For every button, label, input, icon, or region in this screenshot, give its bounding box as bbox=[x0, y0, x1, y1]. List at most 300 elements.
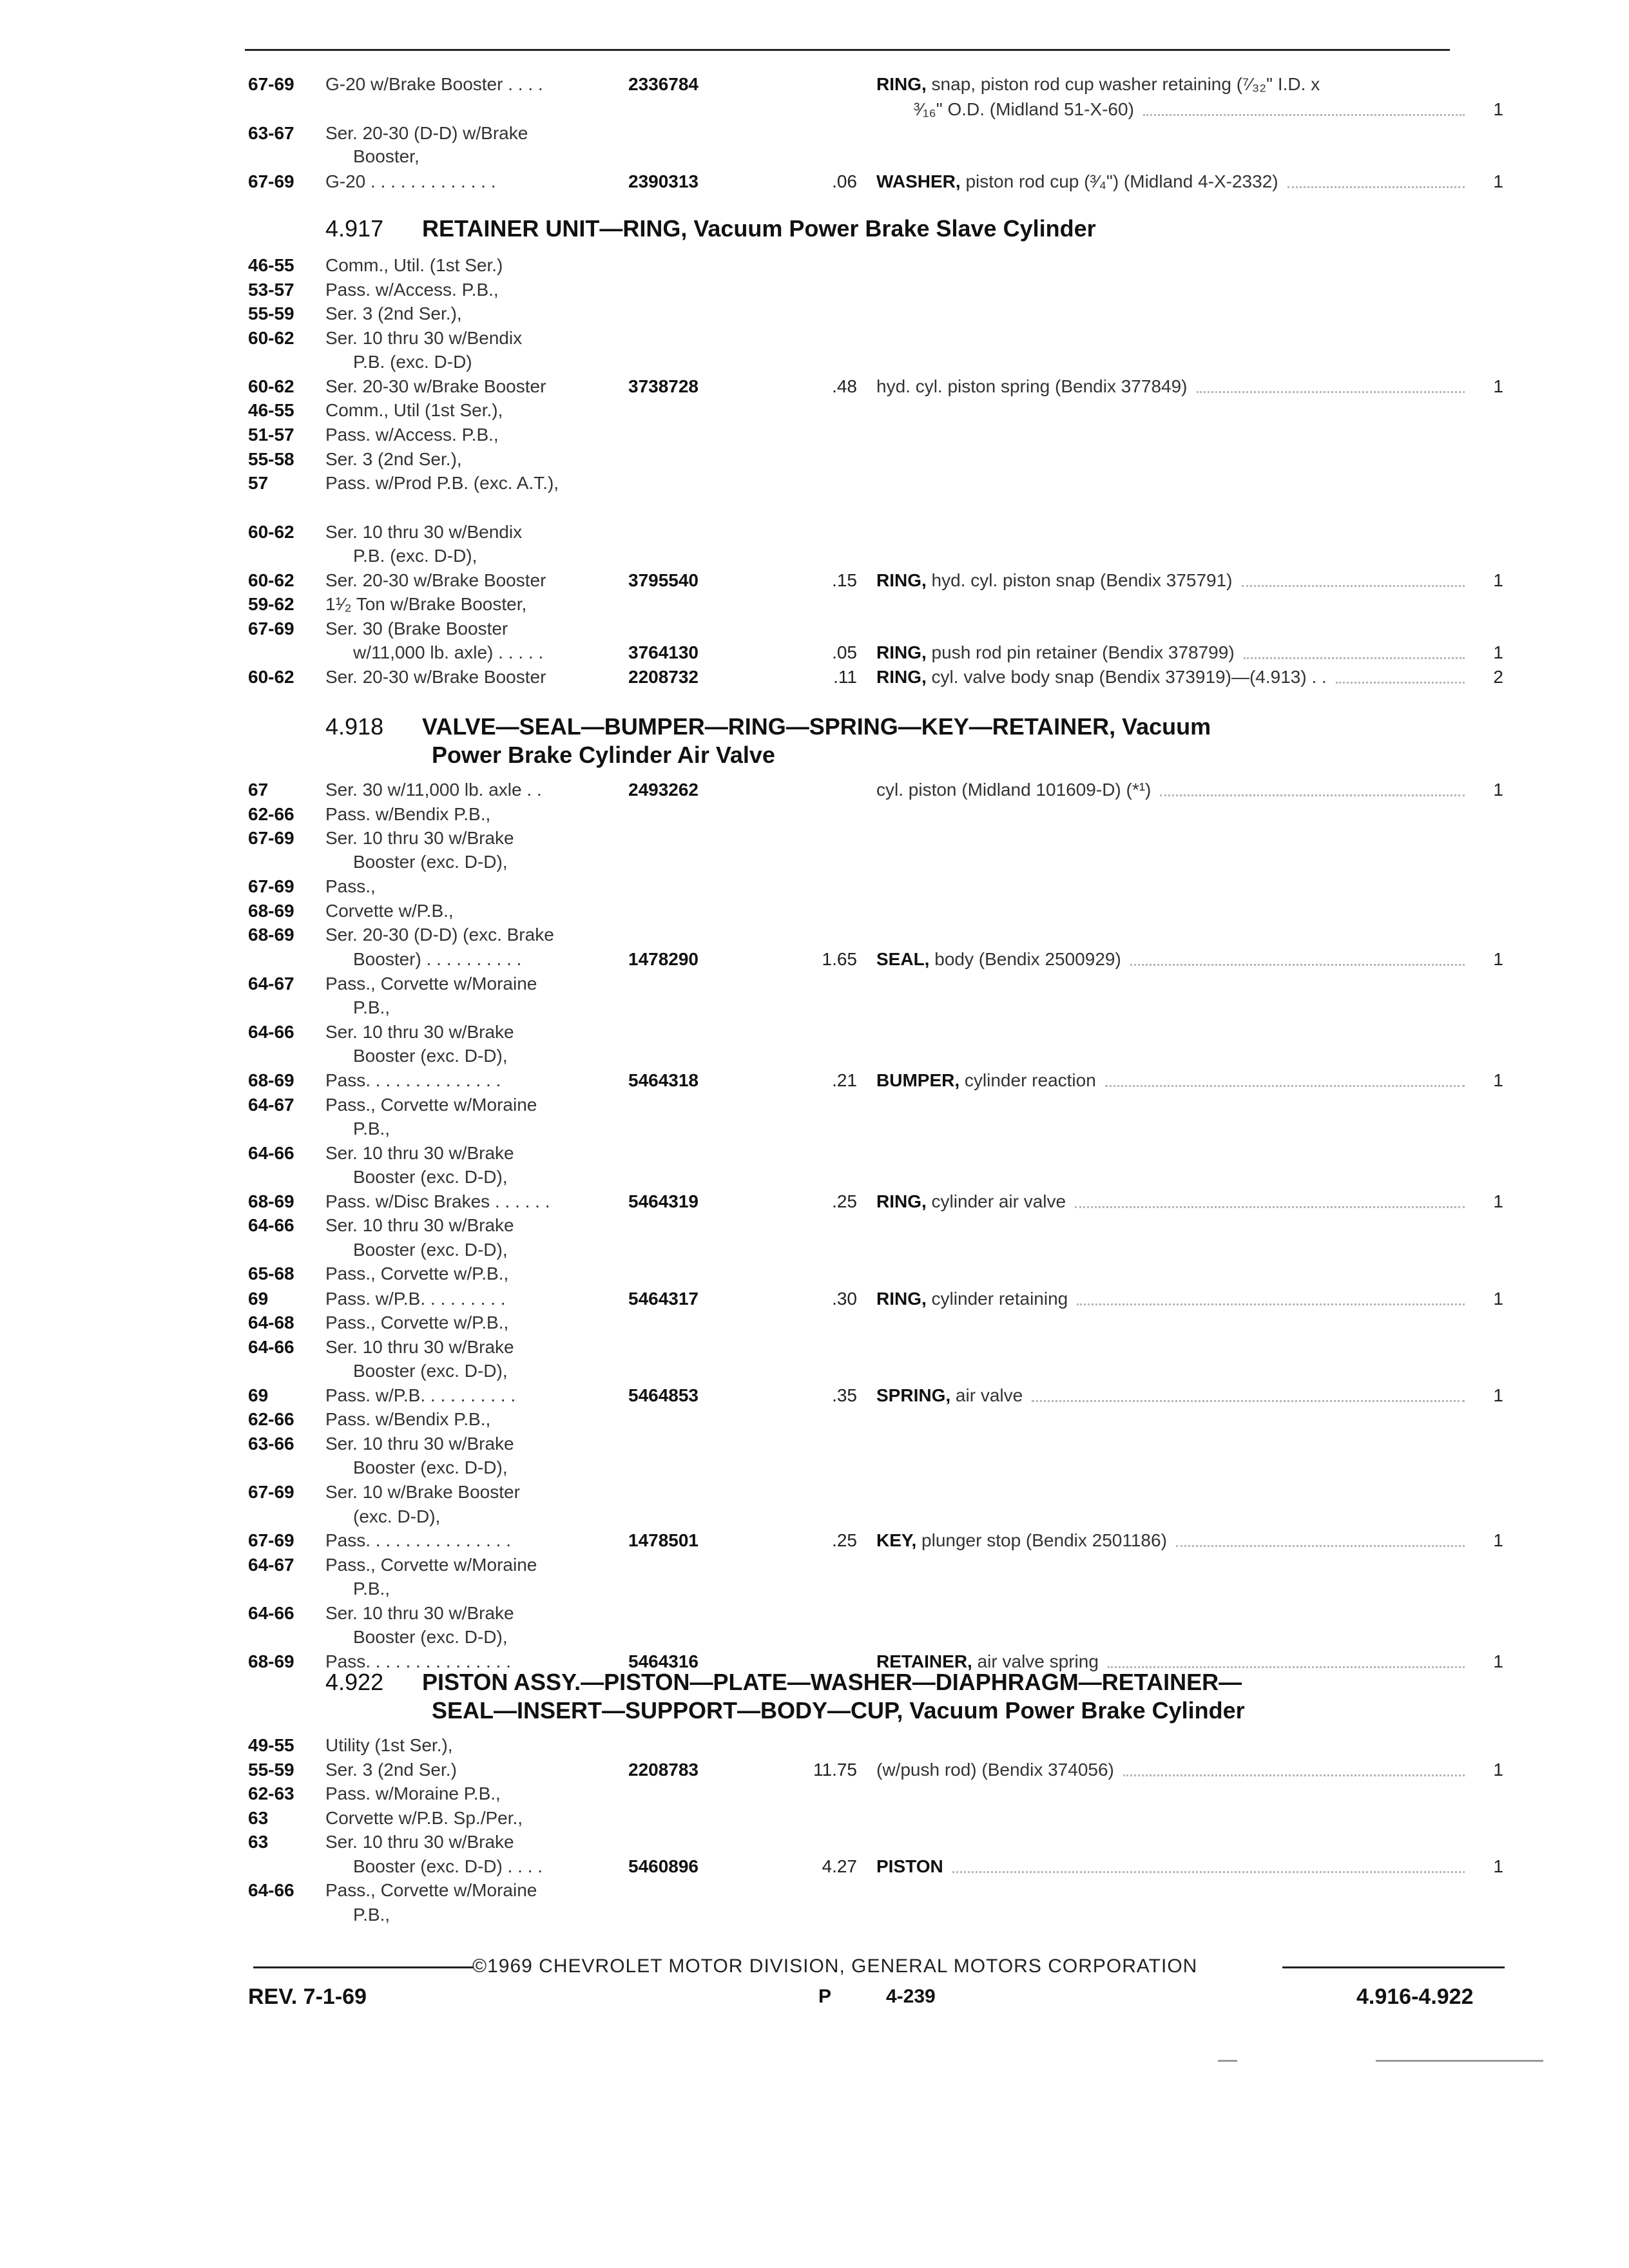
table-row bbox=[0, 1576, 1629, 1602]
application: 1¹⁄₂ Ton w/Brake Booster, bbox=[325, 594, 527, 614]
application: Pass. w/Access. P.B., bbox=[325, 280, 499, 300]
part-number: 5464316 bbox=[628, 1651, 699, 1671]
description-text: cyl. piston (Midland 101609-D) (*¹) bbox=[876, 780, 1152, 800]
table-row bbox=[0, 1358, 1629, 1384]
application: Ser. 10 thru 30 w/Bendix bbox=[325, 328, 523, 348]
footer-rule-right bbox=[1282, 1966, 1505, 1968]
part-name: SPRING, bbox=[876, 1385, 951, 1405]
application: Pass., Corvette w/P.B., bbox=[325, 1264, 509, 1283]
model-years: 53-57 bbox=[248, 280, 294, 300]
table-row bbox=[0, 1878, 1629, 1903]
table-row bbox=[0, 1383, 1629, 1408]
scan-mark bbox=[1218, 2060, 1237, 2062]
table-row bbox=[0, 874, 1629, 899]
section-title: PISTON ASSY.—PISTON—PLATE—WASHER—DIAPHRAGM—RETAINER— bbox=[422, 1669, 1242, 1695]
model-years: 63-67 bbox=[248, 123, 294, 143]
model-years: 67 bbox=[248, 780, 269, 800]
table-row bbox=[0, 1213, 1629, 1238]
part-name: RING, bbox=[876, 1191, 927, 1211]
application: Pass. w/P.B. . . . . . . . . . bbox=[325, 1385, 516, 1405]
part-number: 2208732 bbox=[628, 667, 699, 687]
table-row bbox=[0, 1431, 1629, 1457]
model-years: 64-66 bbox=[248, 1603, 294, 1623]
part-description bbox=[914, 97, 1134, 122]
model-years: 65-68 bbox=[248, 1264, 294, 1283]
application: Pass., Corvette w/Moraine bbox=[325, 1095, 537, 1115]
part-number: 2336784 bbox=[628, 74, 699, 94]
model-years: 69 bbox=[248, 1385, 269, 1405]
dot-leader bbox=[1160, 794, 1465, 796]
part-number: 5460896 bbox=[628, 1856, 699, 1876]
table-row bbox=[0, 325, 1629, 351]
price: .21 bbox=[832, 1070, 857, 1090]
table-row bbox=[0, 253, 1629, 278]
table-row bbox=[0, 1261, 1629, 1287]
dot-leader bbox=[1244, 657, 1465, 659]
application: Pass. w/Bendix P.B., bbox=[325, 1409, 491, 1429]
model-years: 55-59 bbox=[248, 1760, 294, 1780]
section-number: 4.922 bbox=[325, 1669, 384, 1695]
application: Booster) . . . . . . . . . . bbox=[353, 949, 522, 969]
part-name: KEY, bbox=[876, 1530, 917, 1550]
table-row bbox=[0, 995, 1629, 1021]
price: 4.27 bbox=[822, 1856, 857, 1876]
description-text: hyd. cyl. piston snap (Bendix 375791) bbox=[926, 570, 1233, 590]
model-years: 67-69 bbox=[248, 619, 294, 639]
table-row bbox=[0, 1781, 1629, 1807]
dot-leader bbox=[1077, 1303, 1465, 1305]
application: Booster (exc. D-D), bbox=[353, 1627, 508, 1647]
part-number: 3795540 bbox=[628, 570, 699, 590]
application: Pass. w/Prod P.B. (exc. A.T.), bbox=[325, 473, 559, 493]
price: .25 bbox=[832, 1191, 857, 1211]
model-years: 51-57 bbox=[248, 425, 294, 445]
part-description bbox=[876, 169, 1278, 195]
quantity: 1 bbox=[1493, 780, 1503, 800]
application: Comm., Util. (1st Ser.) bbox=[325, 255, 503, 275]
part-number: 2208783 bbox=[628, 1760, 699, 1780]
application: Ser. 20-30 w/Brake Booster bbox=[325, 667, 546, 687]
table-row bbox=[0, 1600, 1629, 1626]
table-row bbox=[0, 1733, 1629, 1758]
dot-leader bbox=[1105, 1085, 1465, 1087]
table-row bbox=[0, 1757, 1629, 1783]
quantity: 1 bbox=[1493, 171, 1503, 191]
application: G-20 . . . . . . . . . . . . . bbox=[325, 171, 496, 191]
dot-leader bbox=[1032, 1400, 1465, 1402]
dot-leader bbox=[1242, 585, 1465, 587]
table-row bbox=[0, 568, 1629, 593]
application: Booster (exc. D-D), bbox=[353, 1240, 508, 1260]
description-text: (w/push rod) (Bendix 374056) bbox=[876, 1760, 1114, 1780]
table-row bbox=[0, 144, 1629, 169]
description-text: plunger stop (Bendix 2501186) bbox=[916, 1530, 1167, 1550]
dot-leader bbox=[1130, 964, 1465, 966]
scan-mark bbox=[1376, 2060, 1543, 2062]
table-row bbox=[0, 1286, 1629, 1312]
model-years: 60-62 bbox=[248, 376, 294, 396]
table-row bbox=[0, 1504, 1629, 1530]
model-years: 67-69 bbox=[248, 828, 294, 848]
table-row bbox=[0, 1189, 1629, 1215]
application: G-20 w/Brake Booster . . . . bbox=[325, 74, 543, 94]
quantity: 1 bbox=[1493, 1856, 1503, 1876]
quantity: 1 bbox=[1493, 1289, 1503, 1309]
part-description bbox=[876, 374, 1188, 399]
table-row bbox=[0, 1140, 1629, 1166]
model-years: 64-66 bbox=[248, 1143, 294, 1163]
table-row bbox=[0, 591, 1629, 617]
part-name: SEAL, bbox=[876, 949, 930, 969]
description-text: ³⁄₁₆" O.D. (Midland 51-X-60) bbox=[914, 99, 1134, 119]
description-text: piston rod cup (³⁄₄") (Midland 4-X-2332) bbox=[960, 171, 1278, 191]
model-years: 68-69 bbox=[248, 1651, 294, 1671]
description-text: air valve bbox=[950, 1385, 1023, 1405]
table-row bbox=[0, 1237, 1629, 1263]
dot-leader bbox=[1143, 114, 1465, 116]
table-row bbox=[0, 422, 1629, 448]
part-number: 5464853 bbox=[628, 1385, 699, 1405]
table-row bbox=[0, 1407, 1629, 1432]
table-row bbox=[0, 1092, 1629, 1118]
dot-leader bbox=[1197, 391, 1465, 393]
table-row bbox=[0, 922, 1629, 948]
application: Ser. 20-30 (D-D) (exc. Brake bbox=[325, 925, 554, 945]
application: Booster (exc. D-D) . . . . bbox=[353, 1856, 543, 1876]
application: Ser. 10 w/Brake Booster bbox=[325, 1482, 520, 1502]
section-number: 4.917 bbox=[325, 215, 384, 242]
description-text: snap, piston rod cup washer retaining (⁷⁄₃₂" I.D. x bbox=[926, 74, 1320, 94]
application: Ser. 3 (2nd Ser.) bbox=[325, 1760, 457, 1780]
table-row bbox=[0, 447, 1629, 472]
application: Corvette w/P.B., bbox=[325, 901, 454, 921]
model-years: 55-59 bbox=[248, 303, 294, 323]
quantity: 1 bbox=[1493, 1760, 1503, 1780]
table-row bbox=[0, 1164, 1629, 1190]
table-row bbox=[0, 1116, 1629, 1142]
table-row bbox=[0, 664, 1629, 690]
part-description bbox=[876, 1286, 1068, 1312]
section-heading bbox=[325, 713, 1211, 768]
application: Ser. 10 thru 30 w/Brake bbox=[325, 1143, 514, 1163]
part-number: 3738728 bbox=[628, 376, 699, 396]
table-row bbox=[0, 849, 1629, 875]
dot-leader bbox=[1123, 1774, 1465, 1776]
table-row bbox=[0, 1805, 1629, 1831]
table-row bbox=[0, 97, 1629, 122]
description-text: push rod pin retainer (Bendix 378799) bbox=[926, 642, 1235, 662]
application: Ser. 30 (Brake Booster bbox=[325, 619, 508, 639]
table-row bbox=[0, 543, 1629, 569]
part-description bbox=[876, 664, 1327, 690]
revision-date: REV. 7-1-69 bbox=[248, 1984, 367, 2009]
model-years: 63-66 bbox=[248, 1434, 294, 1454]
price: .15 bbox=[832, 570, 857, 590]
quantity: 1 bbox=[1493, 1191, 1503, 1211]
description-text: cyl. valve body snap (Bendix 373919)—(4.913) . . bbox=[926, 667, 1327, 687]
application: Ser. 10 thru 30 w/Brake bbox=[325, 1603, 514, 1623]
application: P.B. (exc. D-D), bbox=[353, 546, 477, 566]
table-row bbox=[0, 72, 1629, 97]
application: Booster, bbox=[353, 146, 419, 166]
quantity: 1 bbox=[1493, 1385, 1503, 1405]
application: Booster (exc. D-D), bbox=[353, 1361, 508, 1381]
application: Pass., bbox=[325, 876, 376, 896]
model-years: 68-69 bbox=[248, 925, 294, 945]
model-years: 60-62 bbox=[248, 667, 294, 687]
part-name: BUMPER, bbox=[876, 1070, 960, 1090]
application: P.B. (exc. D-D) bbox=[353, 352, 472, 372]
part-description bbox=[876, 1068, 1096, 1093]
footer-rule-left bbox=[253, 1966, 474, 1968]
dot-leader bbox=[1336, 682, 1465, 684]
table-row bbox=[0, 301, 1629, 327]
model-years: 68-69 bbox=[248, 1191, 294, 1211]
application: Pass. . . . . . . . . . . . . . . bbox=[325, 1651, 511, 1671]
quantity: 2 bbox=[1493, 667, 1503, 687]
table-row bbox=[0, 398, 1629, 423]
model-years: 62-66 bbox=[248, 804, 294, 824]
application: Corvette w/P.B. Sp./Per., bbox=[325, 1808, 523, 1828]
application: Pass. w/Bendix P.B., bbox=[325, 804, 491, 824]
model-years: 64-67 bbox=[248, 1095, 294, 1115]
model-years: 46-55 bbox=[248, 255, 294, 275]
application: Pass. w/Disc Brakes . . . . . . bbox=[325, 1191, 550, 1211]
table-row bbox=[0, 374, 1629, 399]
application: Ser. 20-30 w/Brake Booster bbox=[325, 570, 546, 590]
table-row bbox=[0, 120, 1629, 146]
model-years: 49-55 bbox=[248, 1735, 294, 1755]
model-years: 69 bbox=[248, 1289, 269, 1309]
application: Pass., Corvette w/Moraine bbox=[325, 1880, 537, 1900]
application: P.B., bbox=[353, 1119, 390, 1139]
model-years: 62-63 bbox=[248, 1783, 294, 1803]
description-text: body (Bendix 2500929) bbox=[929, 949, 1121, 969]
table-row bbox=[0, 777, 1629, 803]
part-name: PISTON bbox=[876, 1856, 943, 1876]
table-row bbox=[0, 898, 1629, 924]
price: .35 bbox=[832, 1385, 857, 1405]
part-number: 5464317 bbox=[628, 1289, 699, 1309]
model-years: 64-67 bbox=[248, 974, 294, 994]
model-years: 67-69 bbox=[248, 1482, 294, 1502]
table-row bbox=[0, 616, 1629, 642]
application: Pass. w/Access. P.B., bbox=[325, 425, 499, 445]
table-row bbox=[0, 947, 1629, 972]
table-row bbox=[0, 802, 1629, 827]
model-years: 57 bbox=[248, 473, 269, 493]
application: Pass. w/Moraine P.B., bbox=[325, 1783, 501, 1803]
model-years: 64-66 bbox=[248, 1337, 294, 1357]
part-name: WASHER, bbox=[876, 171, 961, 191]
model-years: 64-68 bbox=[248, 1312, 294, 1332]
description-text: cylinder reaction bbox=[959, 1070, 1096, 1090]
price: .06 bbox=[832, 171, 857, 191]
section-heading bbox=[325, 1668, 1245, 1724]
table-row bbox=[0, 1479, 1629, 1505]
dot-leader bbox=[1176, 1545, 1465, 1547]
description-text: cylinder air valve bbox=[926, 1191, 1066, 1211]
model-years: 67-69 bbox=[248, 1530, 294, 1550]
table-row bbox=[0, 971, 1629, 997]
section-title-continued: SEAL—INSERT—SUPPORT—BODY—CUP, Vacuum Power Brake Cylinder bbox=[432, 1697, 1245, 1724]
table-row bbox=[0, 1552, 1629, 1578]
table-row bbox=[0, 1068, 1629, 1093]
application: P.B., bbox=[353, 997, 390, 1017]
application: Ser. 10 thru 30 w/Brake bbox=[325, 1215, 514, 1235]
model-years: 64-66 bbox=[248, 1215, 294, 1235]
model-years: 68-69 bbox=[248, 901, 294, 921]
table-row bbox=[0, 470, 1629, 496]
part-description bbox=[876, 640, 1235, 666]
part-number: 2493262 bbox=[628, 780, 699, 800]
table-row bbox=[0, 277, 1629, 303]
part-description bbox=[876, 1528, 1167, 1553]
part-description bbox=[876, 1189, 1066, 1215]
part-name: RING, bbox=[876, 1289, 927, 1309]
price: .25 bbox=[832, 1530, 857, 1550]
application: Ser. 3 (2nd Ser.), bbox=[325, 303, 462, 323]
part-number: 1478290 bbox=[628, 949, 699, 969]
table-row bbox=[0, 1528, 1629, 1553]
application: Ser. 10 thru 30 w/Brake bbox=[325, 1832, 514, 1852]
model-years: 64-66 bbox=[248, 1880, 294, 1900]
part-name: RING, bbox=[876, 642, 927, 662]
application: Pass. . . . . . . . . . . . . . bbox=[325, 1070, 501, 1090]
page-prefix: P bbox=[818, 1986, 832, 2007]
application: Ser. 3 (2nd Ser.), bbox=[325, 449, 462, 469]
model-years: 59-62 bbox=[248, 594, 294, 614]
part-description bbox=[876, 568, 1233, 593]
part-description bbox=[876, 947, 1121, 972]
part-number: 2390313 bbox=[628, 171, 699, 191]
application: Pass., Corvette w/Moraine bbox=[325, 974, 537, 994]
quantity: 1 bbox=[1493, 570, 1503, 590]
part-number: 5464318 bbox=[628, 1070, 699, 1090]
application: P.B., bbox=[353, 1905, 390, 1925]
model-years: 63 bbox=[248, 1808, 269, 1828]
application: Comm., Util (1st Ser.), bbox=[325, 400, 503, 420]
table-row bbox=[0, 1902, 1629, 1928]
part-name: RETAINER, bbox=[876, 1651, 972, 1671]
application: Pass., Corvette w/P.B., bbox=[325, 1312, 509, 1332]
section-title: RETAINER UNIT—RING, Vacuum Power Brake Slave Cylinder bbox=[422, 215, 1096, 242]
model-years: 60-62 bbox=[248, 328, 294, 348]
application: Ser. 20-30 w/Brake Booster bbox=[325, 376, 546, 396]
section-title-continued: Power Brake Cylinder Air Valve bbox=[432, 742, 775, 768]
quantity: 1 bbox=[1493, 1070, 1503, 1090]
price: .11 bbox=[833, 667, 857, 687]
application: Pass. . . . . . . . . . . . . . . bbox=[325, 1530, 511, 1550]
application: Booster (exc. D-D), bbox=[353, 1457, 508, 1477]
table-row bbox=[0, 1043, 1629, 1069]
model-years: 67-69 bbox=[248, 74, 294, 94]
table-row bbox=[0, 1019, 1629, 1045]
quantity: 1 bbox=[1493, 99, 1503, 119]
model-years: 63 bbox=[248, 1832, 269, 1852]
model-years: 67-69 bbox=[248, 171, 294, 191]
application: (exc. D-D), bbox=[353, 1506, 441, 1526]
page-number: 4-239 bbox=[886, 1986, 936, 2007]
price: .30 bbox=[832, 1289, 857, 1309]
application: Utility (1st Ser.), bbox=[325, 1735, 453, 1755]
part-description bbox=[876, 1757, 1114, 1783]
dot-leader bbox=[1075, 1206, 1465, 1208]
description-text: air valve spring bbox=[972, 1651, 1099, 1671]
section-range: 4.916-4.922 bbox=[1356, 1984, 1474, 2009]
price: .48 bbox=[832, 376, 857, 396]
quantity: 1 bbox=[1493, 1530, 1503, 1550]
price: 11.75 bbox=[813, 1760, 857, 1780]
part-name: RING, bbox=[876, 667, 927, 687]
table-row bbox=[0, 1829, 1629, 1855]
application: Pass., Corvette w/Moraine bbox=[325, 1555, 537, 1575]
application: Ser. 10 thru 30 w/Brake bbox=[325, 1022, 514, 1042]
model-years: 60-62 bbox=[248, 522, 294, 542]
price: .05 bbox=[832, 642, 857, 662]
part-name: RING, bbox=[876, 570, 927, 590]
application: Ser. 30 w/11,000 lb. axle . . bbox=[325, 780, 542, 800]
dot-leader bbox=[952, 1871, 1465, 1873]
price: 1.65 bbox=[822, 949, 857, 969]
part-description bbox=[876, 1383, 1023, 1408]
table-row bbox=[0, 825, 1629, 851]
copyright-text: ©1969 CHEVROLET MOTOR DIVISION, GENERAL MOTORS CORPORATION bbox=[472, 1956, 1198, 1977]
table-row bbox=[0, 1310, 1629, 1336]
table-row bbox=[0, 169, 1629, 195]
top-rule bbox=[245, 49, 1450, 51]
section-heading bbox=[325, 215, 1096, 243]
table-row bbox=[0, 1854, 1629, 1879]
part-description bbox=[876, 777, 1151, 803]
section-number: 4.918 bbox=[325, 713, 384, 740]
model-years: 64-66 bbox=[248, 1022, 294, 1042]
description-text: cylinder retaining bbox=[926, 1289, 1068, 1309]
model-years: 62-66 bbox=[248, 1409, 294, 1429]
table-row bbox=[0, 1334, 1629, 1360]
application: Booster (exc. D-D), bbox=[353, 852, 508, 872]
model-years: 64-67 bbox=[248, 1555, 294, 1575]
model-years: 46-55 bbox=[248, 400, 294, 420]
model-years: 60-62 bbox=[248, 570, 294, 590]
application: w/11,000 lb. axle) . . . . . bbox=[353, 642, 544, 662]
dot-leader bbox=[1287, 186, 1465, 188]
model-years: 67-69 bbox=[248, 876, 294, 896]
model-years: 68-69 bbox=[248, 1070, 294, 1090]
application: Pass. w/P.B. . . . . . . . . bbox=[325, 1289, 506, 1309]
part-name: RING, bbox=[876, 74, 927, 94]
section-title: VALVE—SEAL—BUMPER—RING—SPRING—KEY—RETAINER, Vacuum bbox=[422, 713, 1211, 740]
application: Ser. 10 thru 30 w/Brake bbox=[325, 1434, 514, 1454]
table-row bbox=[0, 1455, 1629, 1481]
table-row bbox=[0, 640, 1629, 666]
application: Booster (exc. D-D), bbox=[353, 1167, 508, 1187]
application: Ser. 20-30 (D-D) w/Brake bbox=[325, 123, 528, 143]
application: Ser. 10 thru 30 w/Bendix bbox=[325, 522, 523, 542]
description-text: hyd. cyl. piston spring (Bendix 377849) bbox=[876, 376, 1188, 396]
part-description bbox=[876, 72, 1320, 97]
quantity: 1 bbox=[1493, 1651, 1503, 1671]
application: Ser. 10 thru 30 w/Brake bbox=[325, 828, 514, 848]
quantity: 1 bbox=[1493, 376, 1503, 396]
application: Booster (exc. D-D), bbox=[353, 1046, 508, 1066]
quantity: 1 bbox=[1493, 949, 1503, 969]
application: Ser. 10 thru 30 w/Brake bbox=[325, 1337, 514, 1357]
part-number: 3764130 bbox=[628, 642, 699, 662]
part-number: 5464319 bbox=[628, 1191, 699, 1211]
part-description bbox=[876, 1854, 943, 1879]
part-number: 1478501 bbox=[628, 1530, 699, 1550]
